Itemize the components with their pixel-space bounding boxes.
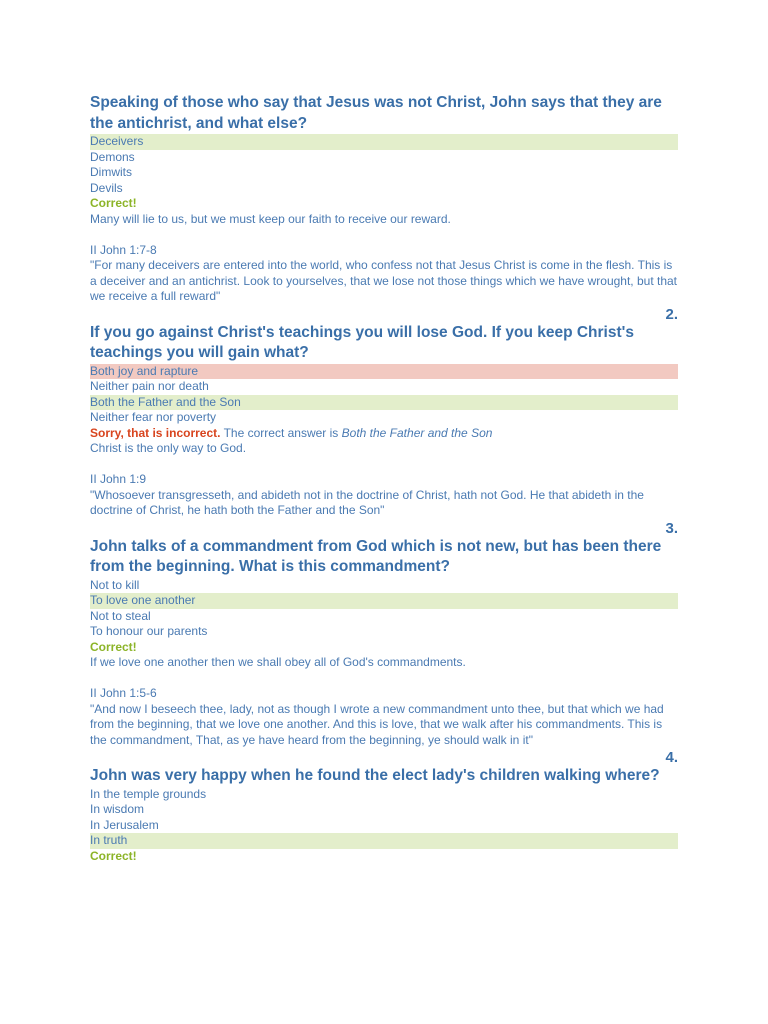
option: In the temple grounds	[90, 786, 207, 801]
correct-label: Correct!	[90, 639, 137, 654]
question-text: John talks of a commandment from God which is not new, but has been there from the beginning. What is this commandment?	[90, 537, 662, 575]
incorrect-label: Sorry, that is incorrect.	[90, 425, 221, 440]
correct-label: Correct!	[90, 196, 137, 210]
explanation-text: If we love one another then we shall obey all of God's commandments.	[90, 655, 466, 669]
question-1	[90, 93, 678, 305]
answer-feedback	[90, 196, 678, 212]
answer-feedback	[90, 426, 678, 442]
option-correct: Both the Father and the Son	[90, 395, 678, 411]
option: Neither fear nor poverty	[90, 410, 217, 424]
option-correct: Deceivers	[90, 134, 678, 150]
scripture-reference: II John 1:9	[90, 472, 147, 486]
option-correct: To love one another	[90, 593, 678, 609]
question-2	[90, 306, 678, 519]
question-3	[90, 520, 678, 749]
answer-feedback	[90, 849, 678, 865]
correct-answer-text: Both the Father and the Son	[341, 425, 493, 440]
option: To honour our parents	[90, 624, 208, 638]
scripture-quote: "Whosoever transgresseth, and abideth not in the doctrine of Christ, hath not God. He that abideth in the doctrine of Christ, he hath both the Father and the Son"	[90, 487, 644, 517]
explanation-text: Christ is the only way to God.	[90, 441, 247, 455]
answer-feedback	[90, 640, 678, 656]
scripture-reference: II John 1:5-6	[90, 686, 157, 700]
scripture-reference: II John 1:7-8	[90, 242, 157, 257]
option: Devils	[90, 180, 123, 195]
question-text: John was very happy when he found the elect lady's children walking where?	[90, 767, 660, 784]
explanation-text: Many will lie to us, but we must keep our faith to receive our reward.	[90, 211, 451, 226]
option: Not to kill	[90, 577, 140, 592]
option: Demons	[90, 149, 135, 164]
question-text: If you go against Christ's teachings you will lose God. If you keep Christ's teachings you will gain what?	[90, 323, 634, 361]
question-text: Speaking of those who say that Jesus was not Christ, John says that they are the antichrist, and what else?	[90, 94, 662, 132]
question-number: 4.	[665, 749, 678, 766]
option: In Jerusalem	[90, 817, 159, 832]
scripture-quote: "For many deceivers are entered into the world, who confess not that Jesus Christ is come in the flesh. This is a deceiver and an antichrist. Look to yourselves, that we lose not those things which we have wrought, but that we receive a full reward"	[90, 258, 678, 303]
option-correct: In truth	[90, 833, 678, 849]
option-wrong-selected: Both joy and rapture	[90, 364, 678, 380]
option: Dimwits	[90, 165, 132, 179]
correct-label: Correct!	[90, 848, 137, 863]
question-number: 2.	[665, 305, 678, 323]
option: Neither pain nor death	[90, 379, 209, 393]
quiz-results-page	[90, 93, 678, 864]
scripture-quote: "And now I beseech thee, lady, not as though I wrote a new commandment unto thee, but that which we had from the beginning, that we love one another. And this is love, that we walk after his commandments. This is the commandment, That, as ye have heard from the beginning, ye should walk in it"	[90, 701, 664, 747]
option: In wisdom	[90, 802, 145, 816]
question-4	[90, 749, 678, 864]
correct-answer-prefix: The correct answer is	[220, 425, 342, 440]
option: Not to steal	[90, 608, 151, 623]
question-number: 3.	[665, 519, 678, 537]
